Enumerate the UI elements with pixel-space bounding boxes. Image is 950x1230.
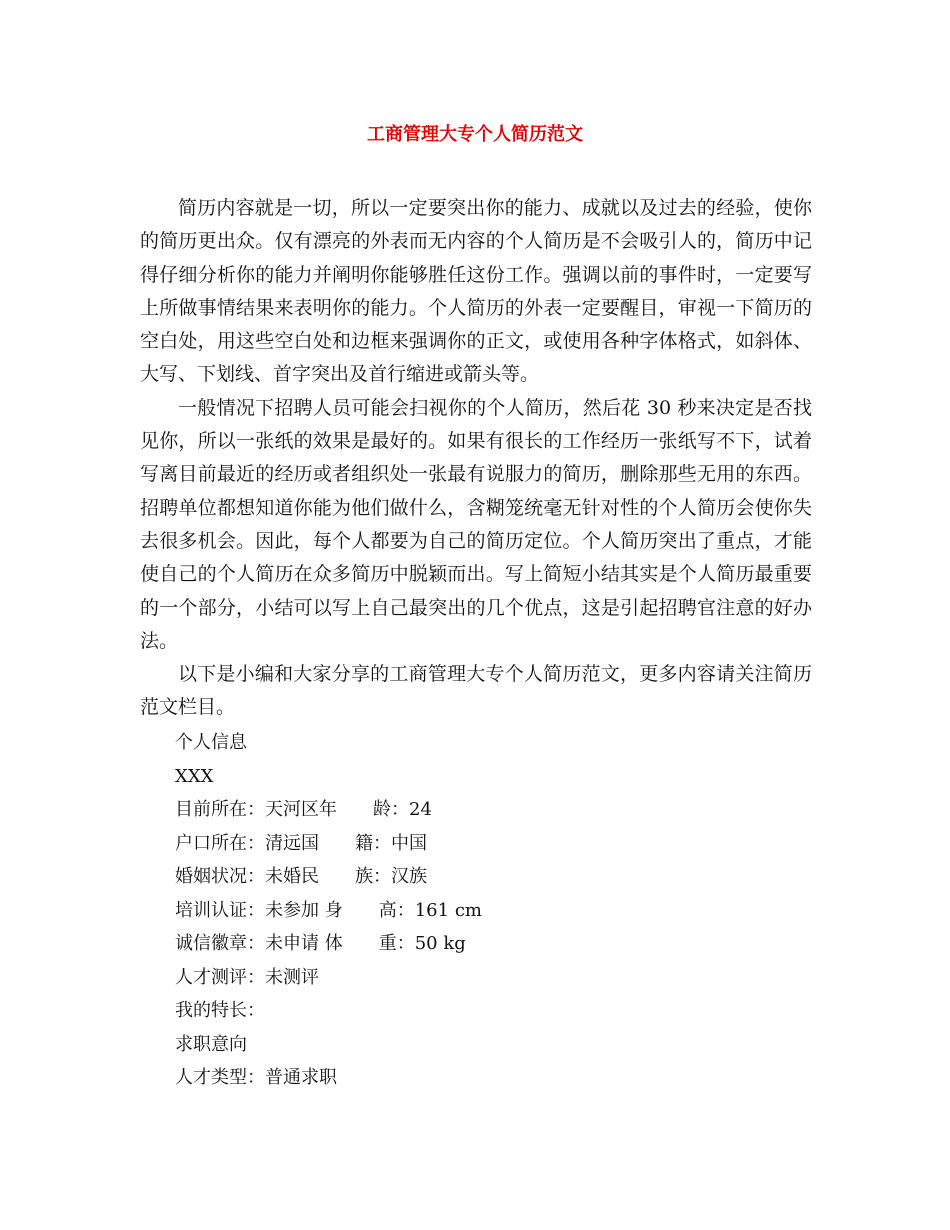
training-value: 未参加 xyxy=(265,899,319,921)
hukou-label: 户口所在： xyxy=(175,832,265,854)
ethnicity-value: 汉族 xyxy=(391,866,427,887)
specialty-label: 我的特长： xyxy=(175,1000,265,1021)
section-intention-heading: 求职意向 xyxy=(175,1033,247,1055)
talent-type-value: 普通求职 xyxy=(265,1067,337,1088)
paragraph-2: 一般情况下招聘人员可能会扫视你的个人简历，然后花 30 秒来决定是否找见你，所以一张纸的效果是最好的。如果有很长的工作经历一张纸写不下，试着写离目前最近的经历或者组织处一张最有说服力的简历，删除那些无用的东西。招聘单位都想知道你能为他们做什么，含糊笼统毫无针对性的个人简历会使你失去很多机会。因此，每个人都要为自己的简历定位。个人简历突出了重点，才能使自己的个人简历在众多简历中脱颖而出。写上简短小结其实是个人简历最重要的一个部分，小结可以写上自己最突出的几个优点，这是引起招聘官注意的好办法。 xyxy=(140,396,812,652)
height-label: 身 高： xyxy=(324,899,415,921)
location-label: 目前所在： xyxy=(175,799,265,820)
nationality-value: 中国 xyxy=(391,832,427,854)
paragraph-3: 以下是小编和大家分享的工商管理大专个人简历范文，更多内容请关注简历范文栏目。 xyxy=(140,663,812,719)
info-row-talent-type xyxy=(175,1061,815,1095)
section-personal-heading: 个人信息 xyxy=(175,732,247,753)
training-label: 培训认证： xyxy=(175,899,265,921)
height-value: 161 cm xyxy=(414,899,482,921)
nationality-label: 国 籍： xyxy=(301,832,391,854)
candidate-name: XXX xyxy=(175,765,214,787)
credit-label: 诚信徽章： xyxy=(175,933,265,954)
weight-value: 50 kg xyxy=(414,933,466,954)
info-row-assessment xyxy=(175,961,815,995)
info-row-training xyxy=(175,894,815,928)
talent-type-label: 人才类型： xyxy=(175,1067,265,1088)
document-title: 工商管理大专个人简历范文 xyxy=(367,124,583,145)
age-label: 年 龄： xyxy=(319,799,409,820)
info-row-hukou xyxy=(175,827,815,861)
hukou-value: 清远 xyxy=(265,832,301,854)
location-value: 天河区 xyxy=(265,799,319,820)
assessment-label: 人才测评： xyxy=(175,966,265,988)
credit-value: 未申请 xyxy=(265,933,319,954)
info-row-location xyxy=(175,793,815,827)
info-row-marital xyxy=(175,860,815,894)
age-value: 24 xyxy=(409,799,432,820)
assessment-value: 未测评 xyxy=(265,966,319,988)
marital-value: 未婚 xyxy=(265,866,301,887)
weight-label: 体 重： xyxy=(324,933,415,954)
marital-label: 婚姻状况： xyxy=(175,866,265,887)
ethnicity-label: 民 族： xyxy=(301,866,391,887)
info-row-credit xyxy=(175,927,815,961)
resume-info xyxy=(175,726,815,1095)
paragraph-1: 简历内容就是一切，所以一定要突出你的能力、成就以及过去的经验，使你的简历更出众。仅有漂亮的外表而无内容的个人简历是不会吸引人的，简历中记得仔细分析你的能力并阐明你能够胜任这份工作。强调以前的事件时，一定要写上所做事情结果来表明你的能力。个人简历的外表一定要醒目，审视一下简历的空白处，用这些空白处和边框来强调你的正文，或使用各种字体格式，如斜体、大写、下划线、首字突出及首行缩进或箭头等。 xyxy=(140,197,812,386)
intro-text xyxy=(140,192,812,725)
